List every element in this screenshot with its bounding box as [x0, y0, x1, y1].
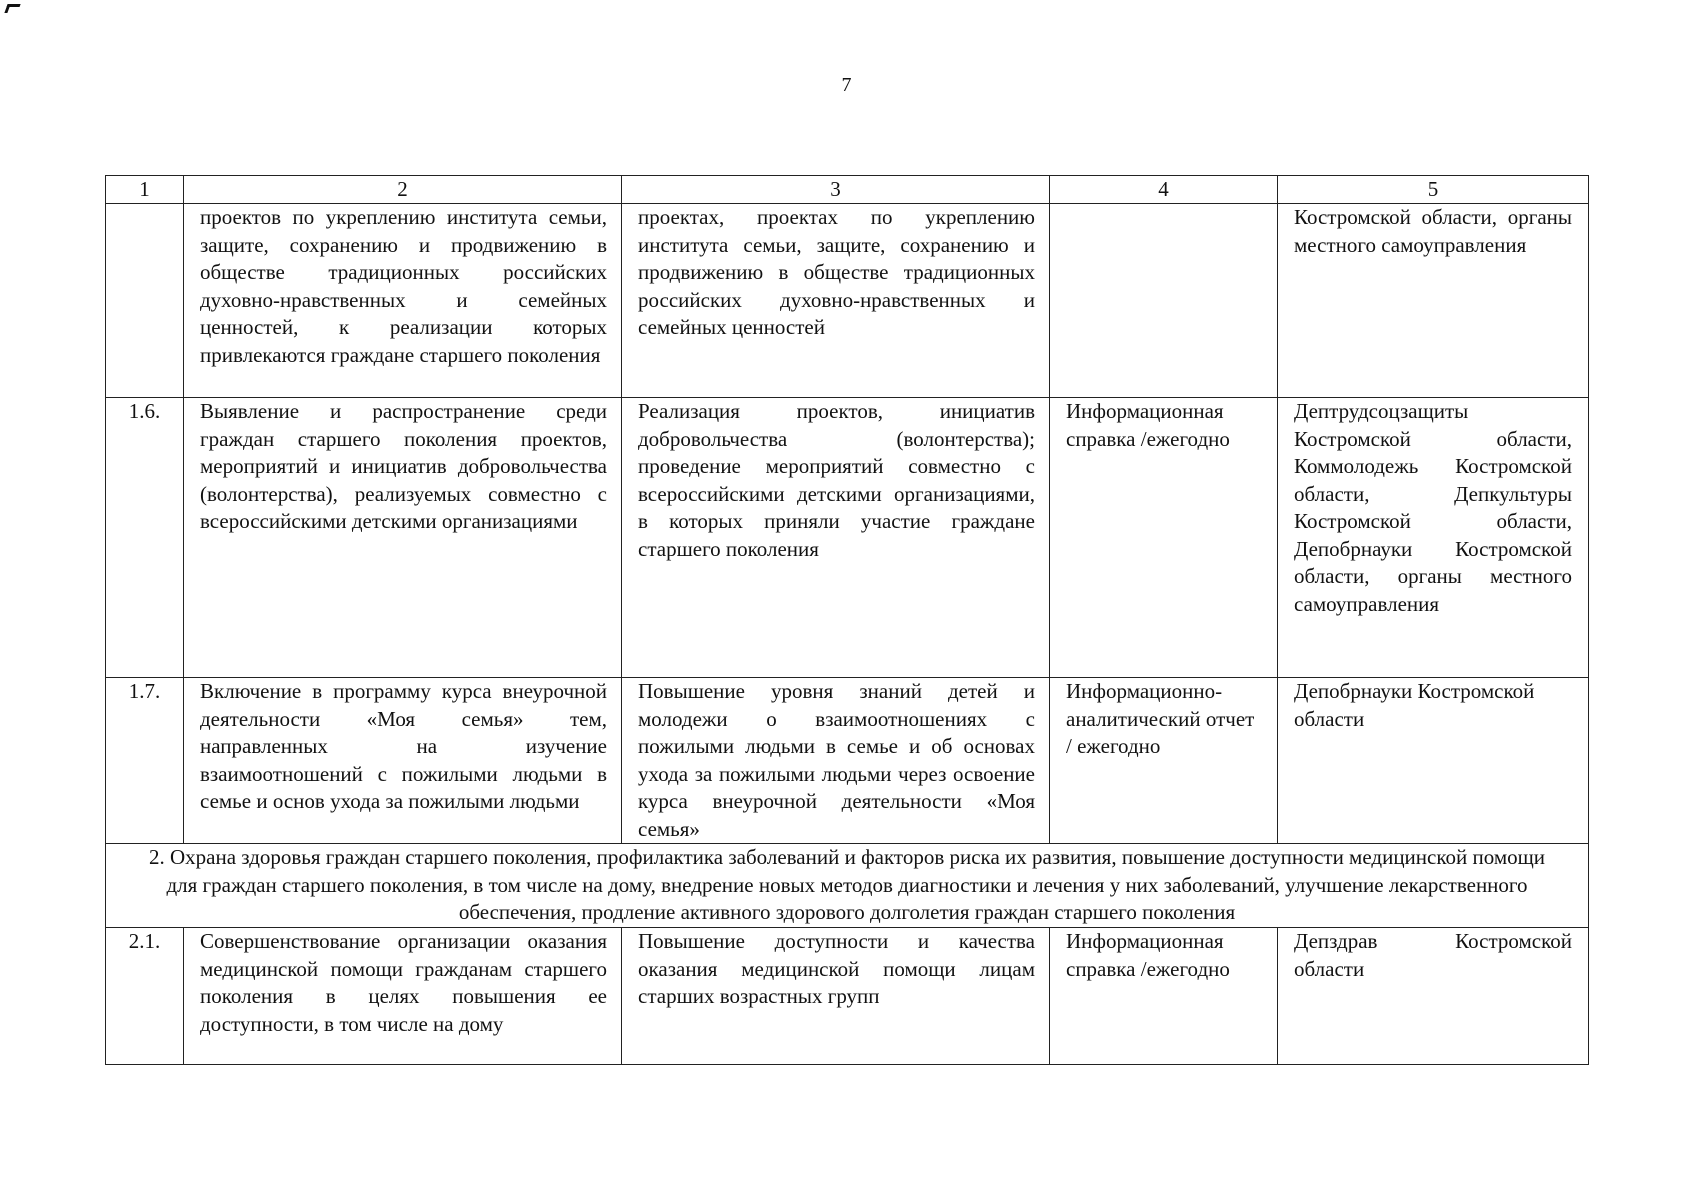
- report-form-cell: [1050, 204, 1278, 398]
- report-form-cell: Информационная справка /ежегодно: [1050, 928, 1278, 1065]
- header-col-4: 4: [1050, 176, 1278, 204]
- report-form-cell: Информационно-аналитический отчет / ежегодно: [1050, 678, 1278, 844]
- row-number: 2.1.: [106, 928, 184, 1065]
- measure-cell: Включение в программу курса внеурочной деятельности «Моя семья» тем, направленных на изучение взаимоотношений с пожилыми людьми в семье и основ ухода за пожилыми людьми: [184, 678, 622, 844]
- header-col-3: 3: [622, 176, 1050, 204]
- row-number: 1.6.: [106, 398, 184, 678]
- section-heading-row: [106, 844, 1589, 928]
- table-row: [106, 204, 1589, 398]
- responsible-cell: Депобрнауки Костромской области: [1278, 678, 1589, 844]
- header-col-5: 5: [1278, 176, 1589, 204]
- table-row: [106, 678, 1589, 844]
- result-cell: Повышение доступности и качества оказания медицинской помощи лицам старших возрастных групп: [622, 928, 1050, 1065]
- header-col-1: 1: [106, 176, 184, 204]
- responsible-cell: Депздрав Костромской области: [1278, 928, 1589, 1065]
- table-header-row: [106, 176, 1589, 204]
- scan-artifact: [4, 4, 20, 13]
- row-number: [106, 204, 184, 398]
- responsible-cell: Костромской области, органы местного самоуправления: [1278, 204, 1589, 398]
- result-cell: проектах, проектах по укреплению института семьи, защите, сохранению и продвижению в обществе традиционных российских духовно-нравственных и семейных ценностей: [622, 204, 1050, 398]
- page-number: 7: [841, 74, 852, 96]
- measure-cell: Выявление и распространение среди граждан старшего поколения проектов, мероприятий и инициатив добровольчества (волонтерства), реализуемых совместно с всероссийскими детскими организациями: [184, 398, 622, 678]
- result-cell: Реализация проектов, инициатив добровольчества (волонтерства); проведение мероприятий совместно с всероссийскими детскими организациями, в которых приняли участие граждане старшего поколения: [622, 398, 1050, 678]
- measure-cell: Совершенствование организации оказания медицинской помощи гражданам старшего поколения в целях повышения ее доступности, в том числе на дому: [184, 928, 622, 1065]
- table-row: [106, 928, 1589, 1065]
- section-heading: 2. Охрана здоровья граждан старшего поколения, профилактика заболеваний и факторов риска их развития, повышение доступности медицинской помощи для граждан старшего поколения, в том числе на дому, внедрение новых методов диагностики и лечения у них заболеваний, улучшение лекарственного обеспечения, продление активного здорового долголетия граждан старшего поколения: [106, 844, 1589, 928]
- result-cell: Повышение уровня знаний детей и молодежи о взаимоотношениях с пожилыми людьми в семье и об основах ухода за пожилыми людьми через освоение курса внеурочной деятельности «Моя семья»: [622, 678, 1050, 844]
- row-number: 1.7.: [106, 678, 184, 844]
- table-row: [106, 398, 1589, 678]
- responsible-cell: Дептрудсоцзащиты Костромской области, Коммолодежь Костромской области, Депкультуры Костромской области, Депобрнауки Костромской области, органы местного самоуправления: [1278, 398, 1589, 678]
- header-col-2: 2: [184, 176, 622, 204]
- measures-table: [105, 175, 1589, 1065]
- measure-cell: проектов по укреплению института семьи, защите, сохранению и продвижению в обществе традиционных российских духовно-нравственных и семейных ценностей, к реализации которых привлекаются граждане старшего поколения: [184, 204, 622, 398]
- report-form-cell: Информационная справка /ежегодно: [1050, 398, 1278, 678]
